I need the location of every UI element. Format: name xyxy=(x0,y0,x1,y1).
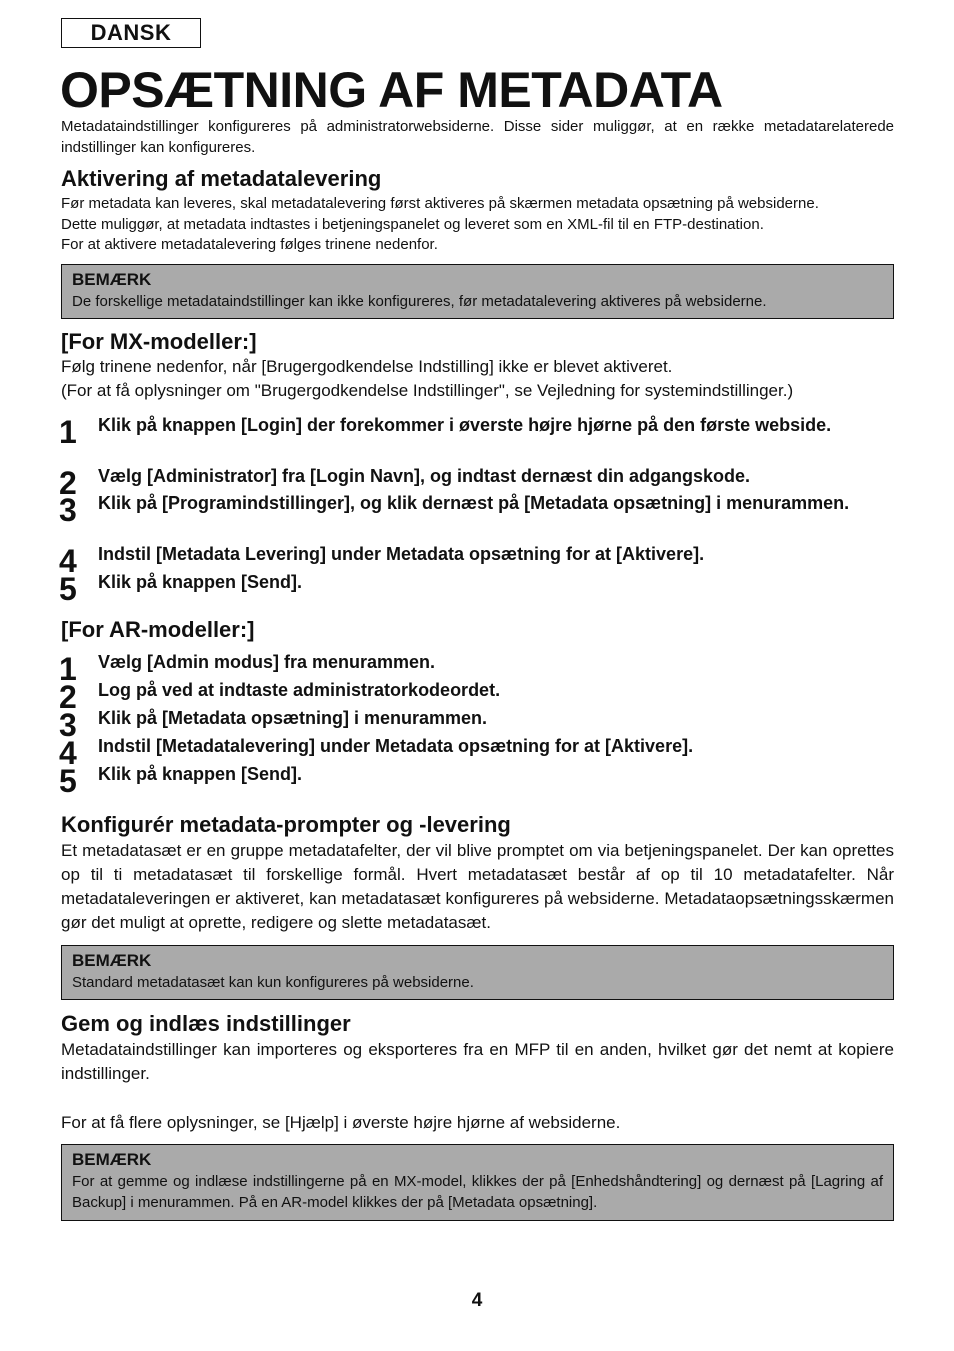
step-text: Indstil [Metadatalevering] under Metadata opsætning for at [Aktivere]. xyxy=(98,736,694,756)
note-box-save xyxy=(61,1144,894,1221)
note-text: De forskellige metadataindstillinger kan ikke konfigureres, før metadatalevering aktiveres på websiderne. xyxy=(72,293,767,310)
mx-intro-line: (For at få oplysninger om "Brugergodkendelse Indstillinger", se Vejledning for systemindstillinger.) xyxy=(61,381,794,400)
activation-line: For at aktivere metadatalevering følges trinene nedenfor. xyxy=(61,236,438,253)
save-heading: Gem og indlæs indstillinger xyxy=(61,1011,351,1036)
note-title: BEMÆRK xyxy=(72,270,152,289)
step-number: 2 xyxy=(59,465,77,501)
page-title: OPSÆTNING AF METADATA xyxy=(60,62,723,118)
step-text: Klik på knappen [Login] der forekommer i øverste højre hjørne på den første webside. xyxy=(98,415,832,435)
step-text: Klik på [Metadata opsætning] i menurammen. xyxy=(98,708,488,728)
activation-line: Før metadata kan leveres, skal metadatalevering først aktiveres på skærmen metadata opsætning på websiderne. xyxy=(61,195,819,212)
step-number: 3 xyxy=(59,492,77,528)
ar-step xyxy=(59,707,894,743)
save-help-paragraph: For at få flere oplysninger, se [Hjælp] i øverste højre hjørne af websiderne. xyxy=(61,1113,621,1132)
mx-heading: [For MX-modeller:] xyxy=(61,329,257,354)
step-text: Vælg [Admin modus] fra menurammen. xyxy=(98,652,436,672)
mx-step xyxy=(59,465,894,501)
step-number: 5 xyxy=(59,571,77,607)
step-text: Log på ved at indtaste administratorkodeordet. xyxy=(98,680,501,700)
mx-step xyxy=(59,571,894,607)
mx-step xyxy=(59,543,894,579)
step-number: 2 xyxy=(59,679,77,715)
note-title: BEMÆRK xyxy=(72,951,152,970)
ar-step xyxy=(59,679,894,715)
note-box-activation xyxy=(61,264,894,319)
step-text: Klik på knappen [Send]. xyxy=(98,572,303,592)
note-text: Standard metadatasæt kan kun konfigureres på websiderne. xyxy=(72,974,474,991)
mx-step xyxy=(59,492,894,528)
note-title: BEMÆRK xyxy=(72,1150,152,1169)
step-number: 5 xyxy=(59,763,77,799)
step-number: 4 xyxy=(59,735,77,771)
page-number: 4 xyxy=(471,1290,483,1311)
language-label: DANSK xyxy=(61,18,201,48)
step-text: Klik på [Programindstillinger], og klik dernæst på [Metadata opsætning] i menurammen. xyxy=(98,493,850,513)
step-text: Klik på knappen [Send]. xyxy=(98,764,303,784)
mx-intro-line: Følg trinene nedenfor, når [Brugergodkendelse Indstilling] ikke er blevet aktiveret. xyxy=(61,357,673,376)
step-number: 4 xyxy=(59,543,77,579)
intro-paragraph: Metadataindstillinger konfigureres på administratorwebsiderne. Disse sider muliggør, at en række metadatarelaterede indstillinger kan konfigureres. xyxy=(61,118,894,156)
activation-paragraph xyxy=(61,194,894,256)
step-number: 3 xyxy=(59,707,77,743)
configure-heading: Konfigurér metadata-prompter og -levering xyxy=(61,812,511,837)
ar-step xyxy=(59,763,894,799)
ar-heading: [For AR-modeller:] xyxy=(61,617,255,642)
note-text: For at gemme og indlæse indstillingerne på en MX-model, klikkes der på [Enhedshåndtering] og dernæst på [Lagring af Backup] i menurammen. På en AR-model klikkes der på [Metadata opsætning]. xyxy=(72,1173,883,1211)
note-box-configure xyxy=(61,945,894,1000)
step-text: Vælg [Administrator] fra [Login Navn], og indtast dernæst din adgangskode. xyxy=(98,466,751,486)
mx-intro xyxy=(61,356,894,402)
activation-line: Dette muliggør, at metadata indtastes i betjeningspanelet og leveret som en XML-fil til en FTP-destination. xyxy=(61,215,764,233)
configure-paragraph: Et metadatasæt er en gruppe metadatafelter, der vil blive promptet om via betjeningspanelet. Der kan oprettes op til ti metadatasæt til forskellige formål. Hvert metadatasæt består af op til 10 metadatafelter. Når metadataleveringen er aktiveret, kan metadatasæt konfigureres på websiderne. Metadataopsætningsskærmen gør det muligt at oprette, redigere og slette metadatasæt. xyxy=(61,841,894,932)
step-text: Indstil [Metadata Levering] under Metadata opsætning for at [Aktivere]. xyxy=(98,544,705,564)
save-paragraph: Metadataindstillinger kan importeres og eksporteres fra en MFP til en anden, hvilket gør det nemt at kopiere indstillinger. xyxy=(61,1040,894,1083)
activation-heading: Aktivering af metadatalevering xyxy=(61,166,382,191)
ar-step xyxy=(59,735,894,771)
ar-step xyxy=(59,651,894,687)
step-number: 1 xyxy=(59,651,77,687)
step-number: 1 xyxy=(59,414,77,450)
mx-step xyxy=(59,414,894,450)
